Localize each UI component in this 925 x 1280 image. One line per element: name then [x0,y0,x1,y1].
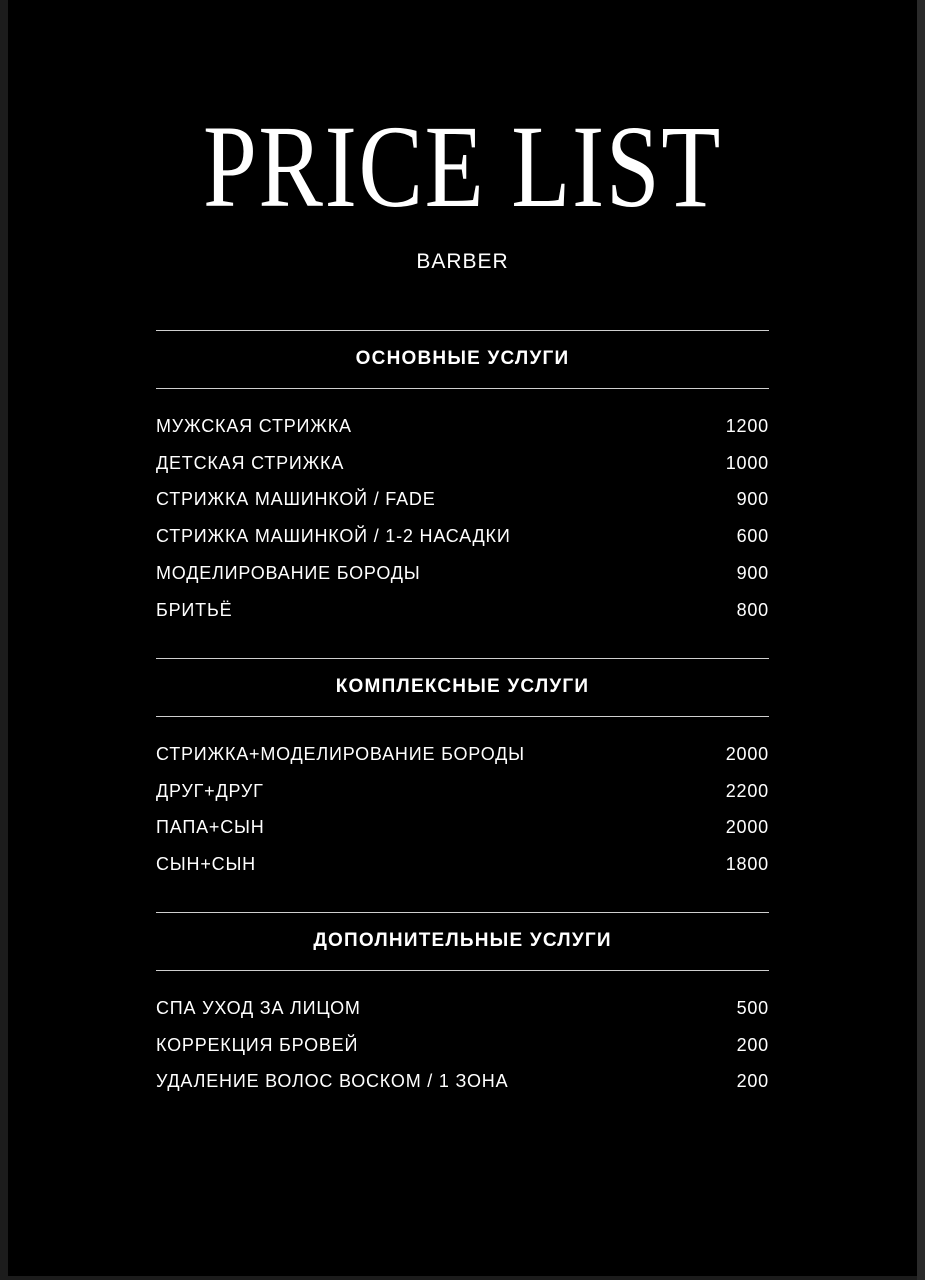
list-item [156,990,769,1027]
section-top-divider [156,330,769,331]
section-title: ДОПОЛНИТЕЛЬНЫЕ УСЛУГИ [313,930,612,951]
service-price: 2200 [725,780,769,801]
section-top-divider [156,912,769,913]
list-item [156,1027,769,1064]
service-price: 2000 [725,743,769,764]
service-name: СТРИЖКА МАШИНКОЙ / FADE [156,489,436,510]
service-name: СТРИЖКА+МОДЕЛИРОВАНИЕ БОРОДЫ [156,743,525,764]
service-list [156,736,769,883]
section-additional-services [156,912,769,1112]
section-bottom-divider [156,970,769,971]
section-title: ОСНОВНЫЕ УСЛУГИ [355,348,570,369]
section-bottom-divider [156,716,769,717]
service-name: ДЕТСКАЯ СТРИЖКА [156,452,345,473]
service-price: 800 [736,599,769,620]
list-item [156,445,769,482]
list-item [156,518,769,555]
list-item [156,1064,769,1101]
price-list-page [8,0,917,1276]
page-subtitle: BARBER [416,250,509,273]
service-name: СТРИЖКА МАШИНКОЙ / 1-2 НАСАДКИ [156,526,511,547]
service-price: 200 [736,1034,769,1055]
service-list [156,408,769,629]
section-top-divider [156,658,769,659]
service-name: КОРРЕКЦИЯ БРОВЕЙ [156,1034,359,1055]
list-item [156,846,769,883]
service-price: 900 [736,563,769,584]
service-name: СЫН+СЫН [156,854,256,875]
service-list [156,990,769,1100]
service-name: МУЖСКАЯ СТРИЖКА [156,415,352,436]
page-edge [917,0,925,1280]
service-name: УДАЛЕНИЕ ВОЛОС ВОСКОМ / 1 ЗОНА [156,1071,509,1092]
service-price: 1200 [725,415,769,436]
service-price: 200 [736,1071,769,1092]
list-item [156,592,769,629]
service-price: 500 [736,997,769,1018]
section-main-services [156,330,769,630]
section-title: КОМПЛЕКСНЫЕ УСЛУГИ [335,676,590,697]
service-name: МОДЕЛИРОВАНИЕ БОРОДЫ [156,563,421,584]
service-price: 2000 [725,817,769,838]
section-bottom-divider [156,388,769,389]
service-name: БРИТЬЁ [156,599,233,620]
list-item [156,736,769,773]
section-combo-services [156,658,769,888]
list-item [156,408,769,445]
service-name: ДРУГ+ДРУГ [156,780,264,801]
service-name: ПАПА+СЫН [156,817,265,838]
service-name: СПА УХОД ЗА ЛИЦОМ [156,997,361,1018]
service-price: 1800 [725,854,769,875]
list-item [156,773,769,810]
service-price: 600 [736,526,769,547]
service-price: 1000 [725,452,769,473]
list-item [156,482,769,519]
list-item [156,555,769,592]
service-price: 900 [736,489,769,510]
page-title: PRICE LIST [202,101,723,232]
list-item [156,810,769,847]
